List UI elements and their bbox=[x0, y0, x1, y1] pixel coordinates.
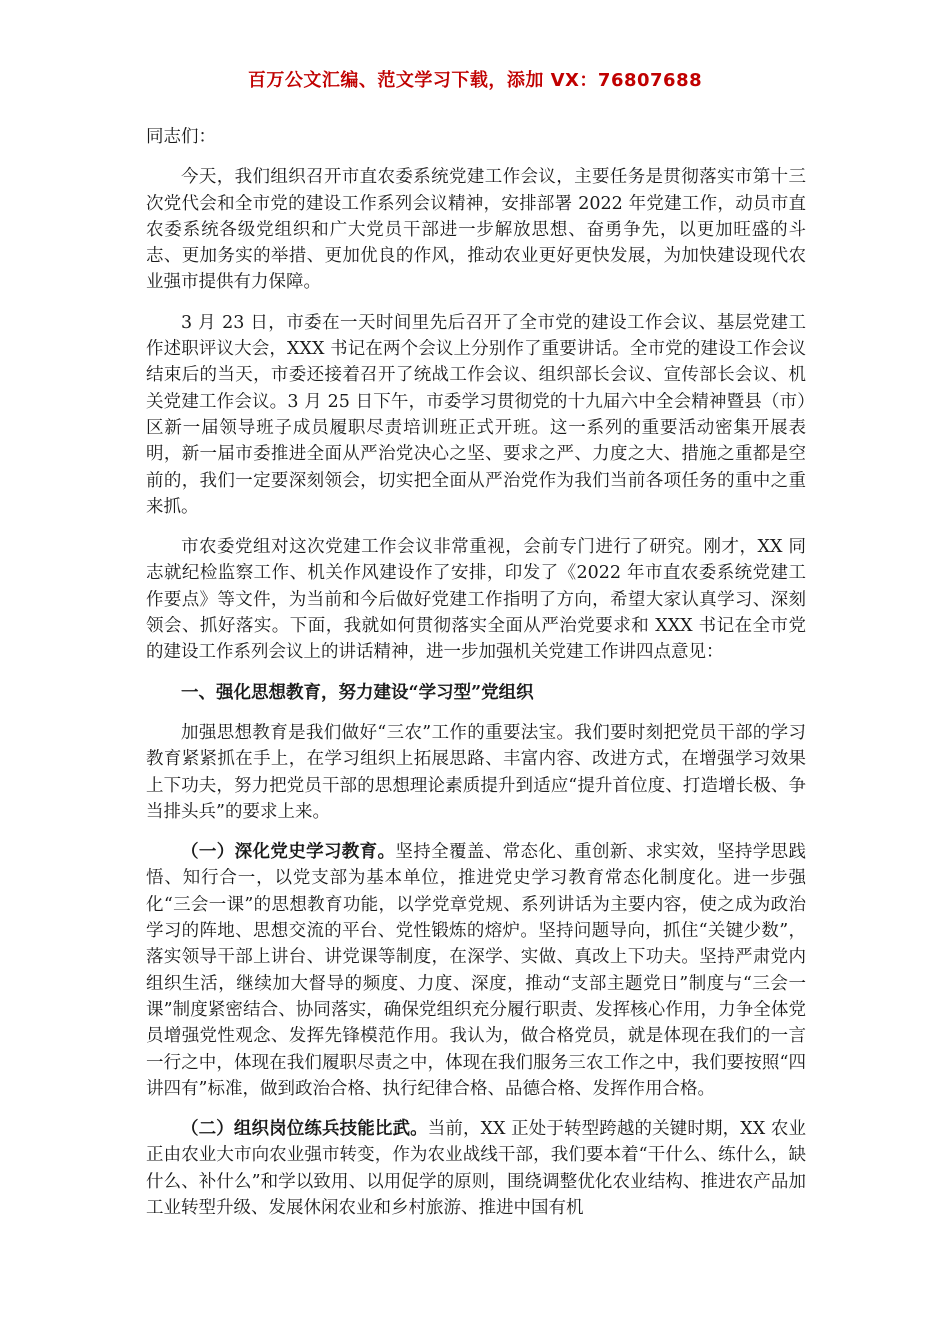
subsection-1-title: （一）深化党史学习教育。 bbox=[181, 842, 396, 863]
document-body bbox=[146, 124, 806, 1235]
salutation: 同志们： bbox=[146, 127, 216, 147]
paragraph-meetings: 3 月 23 日，市委在一天时间里先后召开了全市党的建设工作会议、基层党建工作述职评议大会，XXX 书记在两个会议上分别作了重要讲话。全市党的建设工作会议结束后的当天，市委还接着召开了统战工作会议、组织部长会议、宣传部长会议、机关党建工作会议。3 月 25 日下午，市委学习贯彻党的十九届六中全会精神暨县（市）区新一届领导班子成员履职尽责培训班正式开班。这一系列的重要活动密集开展表明，新一届市委推进全面从严治党决心之坚、要求之严、力度之大、措施之重都是空前的，我们一定要深刻领会，切实把全面从严治党作为我们当前各项任务的重中之重来抓。 bbox=[146, 312, 806, 517]
subsection-1-text: 坚持全覆盖、常态化、重创新、求实效，坚持学思践悟、知行合一，以党支部为基本单位，推进党史学习教育常态化制度化。进一步强化“三会一课”的思想教育功能，以学党章党规、系列讲话为主要内容，使之成为政治学习的阵地、思想交流的平台、党性锻炼的熔炉。坚持问题导向，抓住“关键少数”，落实领导干部上讲台、讲党课等制度，在深学、实做、真改上下功夫。坚持严肃党内组织生活，继续加大督导的频度、力度、深度，推动“支部主题党日”制度与“三会一课”制度紧密结合、协同落实，确保党组织充分履行职责、发挥核心作用，力争全体党员增强党性观念、发挥先锋模范作用。我认为，做合格党员，就是体现在我们的一言一行之中，体现在我们履职尽责之中，体现在我们服务三农工作之中，我们要按照“四讲四有”标准，做到政治合格、执行纪律合格、品德合格、发挥作用合格。 bbox=[146, 842, 807, 1099]
paragraph-agenda: 市农委党组对这次党建工作会议非常重视，会前专门进行了研究。刚才，XX 同志就纪检监察工作、机关作风建设作了安排，印发了《2022 年市直农委系统党建工作要点》等文件，为当前和今后做好党建工作指明了方向，希望大家认真学习、深刻领会、抓好落实。下面，我就如何贯彻落实全面从严治党要求和 XXX 书记在全市党的建设工作系列会议上的讲话精神，进一步加强机关党建工作讲四点意见： bbox=[146, 537, 806, 663]
section-1-intro: 加强思想教育是我们做好“三农”工作的重要法宝。我们要时刻把党员干部的学习教育紧紧抓在手上，在学习组织上拓展思路、丰富内容、改进方式，在增强学习效果上下功夫，努力把党员干部的思想理论素质提升到适应“提升首位度、打造增长极、争当排头兵”的要求上来。 bbox=[146, 722, 806, 822]
subsection-2-title: （二）组织岗位练兵技能比武。 bbox=[181, 1119, 428, 1140]
subsection-2-text: 当前，XX 正处于转型跨越的关键时期，XX 农业正由农业大市向农业强市转变，作为农业战线干部，我们要本着“干什么、练什么，缺什么、补什么”和学以致用、以用促学的原则，围绕调整优化农业结构、推进农产品加工业转型升级、发展休闲农业和乡村旅游、推进中国有机 bbox=[146, 1119, 806, 1218]
section-heading-1: 一、强化思想教育，努力建设“学习型”党组织 bbox=[181, 682, 534, 703]
subsection-2 bbox=[146, 1116, 806, 1221]
paragraph-intro: 今天，我们组织召开市直农委系统党建工作会议，主要任务是贯彻落实市第十三次党代会和全市党的建设工作系列会议精神，安排部署 2022 年党建工作，动员市直农委系统各级党组织和广大党员干部进一步解放思想、奋勇争先，以更加旺盛的斗志、更加务实的举措、更加优良的作风，推动农业更好更快发展，为加快建设现代农业强市提供有力保障。 bbox=[146, 167, 806, 293]
watermark-header: 百万公文汇编、范文学习下载，添加 VX：76807688 bbox=[247, 70, 703, 91]
subsection-1 bbox=[146, 839, 806, 1102]
